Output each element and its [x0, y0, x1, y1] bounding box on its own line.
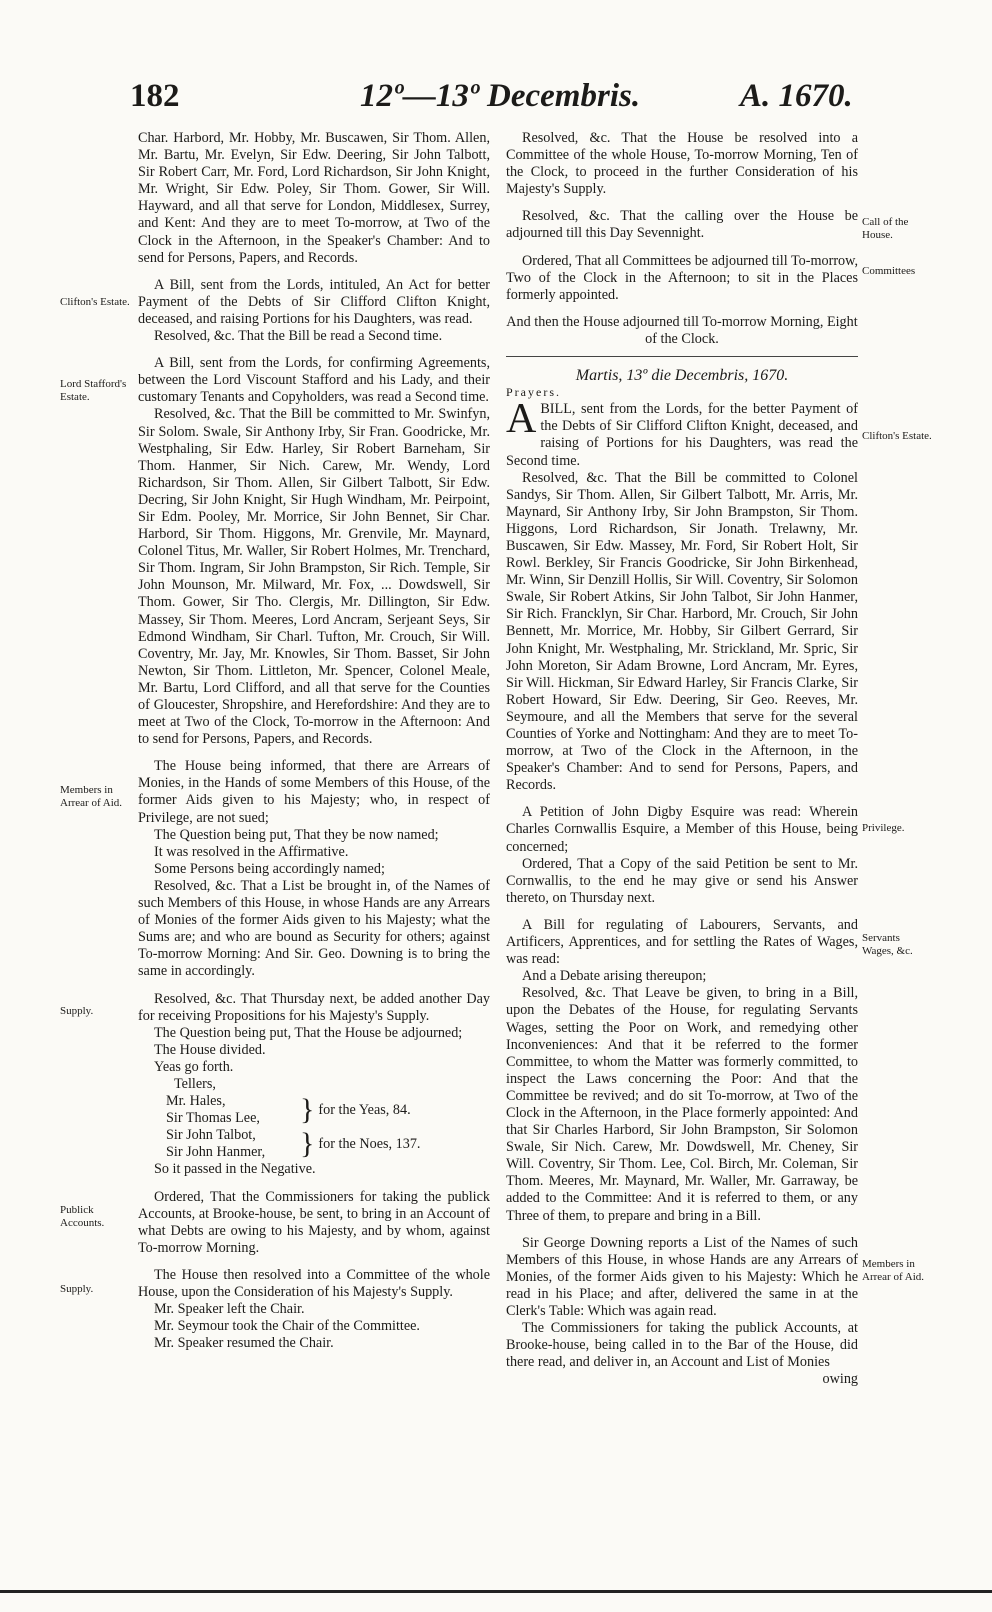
- margin-note: Call of the House.: [862, 216, 909, 241]
- paragraph: Resolved, &c. That Leave be given, to bring in a Bill, upon the Debates of the House, for regulating Servants Wages, setting the Poor on Work, and remedying other Inconveniences: And that it be referred to the former Committee, to whom the Matter was formerly committed, to inspect the Laws concerning the Poor: And that the Committee be revived; and do sit To-morrow, at Two of the Clock in the Afternoon, in the Place formerly appointed: And that Sir Charles Harbord, Sir John Brampston, Sir Solomon Swale, Sir Nich. Carew, Mr. Dowdswell, Mr. Cheney, Sir Will. Coventry, Sir Thom. Lee, Col. Birch, Mr. Coleman, Sir Thom. Meeres, Mr. Maynard, Mr. Waller, Mr. Garraway, be added to the Committee: And it is referred to them, or any Three of them, to prepare and bring in a Bill.: [506, 985, 858, 1224]
- teller-result: for the Noes, 137.: [318, 1135, 421, 1152]
- drop-cap: A: [506, 396, 537, 443]
- running-header: [0, 78, 992, 128]
- right-column: [506, 130, 858, 1388]
- paragraph: The Commissioners for taking the publick Accounts, at Brooke-house, being called in to the Bar of the House, did there read, and deliver in, an Account and List of Monies: [506, 1320, 858, 1371]
- margin-note: Lord Stafford's Estate.: [60, 378, 127, 403]
- paragraph: The Question being put, That the House be adjourned;: [154, 1024, 463, 1041]
- paragraph: Ordered, That all Committees be adjourned till To-morrow, Two of the Clock in the Afternoon; to sit in the Places formerly appointed.: [506, 252, 859, 303]
- paragraph: So it passed in the Negative.: [154, 1161, 316, 1178]
- paragraph: Resolved, &c. That Thursday next, be added another Day for receiving Propositions for his Majesty's Supply.: [138, 990, 490, 1024]
- section-divider: [506, 356, 858, 357]
- paragraph: Yeas go forth.: [154, 1058, 234, 1075]
- teller-name: Sir Thomas Lee,: [166, 1110, 260, 1127]
- margin-note: Servants Wages, &c.: [862, 932, 913, 957]
- brace-icon: }: [300, 1093, 315, 1127]
- teller-name: Sir John Hanmer,: [166, 1144, 266, 1161]
- paragraph: Mr. Speaker resumed the Chair.: [154, 1335, 334, 1352]
- left-column: [138, 130, 490, 1352]
- margin-note: Members in Arrear of Aid.: [60, 784, 123, 809]
- paragraph: A Petition of John Digby Esquire was read: Wherein Charles Cornwallis Esquire, a Member of this House, being concerned;: [506, 804, 858, 855]
- teller-name: Sir John Talbot,: [166, 1127, 256, 1144]
- margin-note: Members in Arrear of Aid.: [862, 1258, 925, 1283]
- paragraph: Mr. Speaker left the Chair.: [154, 1301, 305, 1318]
- paragraph: Mr. Seymour took the Chair of the Committee.: [154, 1318, 420, 1335]
- bottom-border: [0, 1590, 992, 1593]
- paragraph: ABILL, sent from the Lords, for the better Payment of the Debts of Sir Clifford Clifton Knight, deceased, and raising of Portions for his Daughters, was read the Second time.: [506, 396, 858, 469]
- section-heading: Martis, 13º die Decembris, 1670.: [575, 367, 789, 385]
- paragraph: And a Debate arising thereupon;: [522, 968, 707, 985]
- paragraph: A Bill, sent from the Lords, for confirming Agreements, between the Lord Viscount Stafford and his Lady, and their customary Tenants and Copyholders, was read a Second time.: [138, 355, 490, 406]
- paragraph: Resolved, &c. That a List be brought in, of the Names of such Members of this House, in whose Hands are any Arrears of Monies of the former Aids given to his Majesty; what the Sums are; and who are bound as Security for others; against To-morrow Morning: And Sir. Geo. Downing is to bring the same in accordingly.: [138, 877, 490, 980]
- paragraph: Sir George Downing reports a List of the Names of such Members of this House, in whose Hands are any Arrears of Monies, of the former Aids given to his Majesty: Which he read in his Place; and after, delivered the same in at the Clerk's Table: Which was again read.: [506, 1234, 858, 1319]
- paragraph: And then the House adjourned till To-morrow Morning, Eight of the Clock.: [506, 313, 858, 347]
- paragraph: Some Persons being accordingly named;: [154, 860, 385, 877]
- margin-note: Committees: [862, 265, 916, 277]
- paragraph: Resolved, &c. That the Bill be committed to Mr. Swinfyn, Sir Solom. Swale, Sir Anthony Irby, Sir Fran. Goodricke, Mr. Westphaling, Sir Edw. Harley, Sir Robert Barneham, Sir Thom. Hanmer, Sir Nich. Carew, Mr. Wendy, Lord Richardson, Sir Thom. Allen, Sir Gilbert Talbott, Sir Edw. Decring, Sir John Knight, Sir Hugh Windham, Mr. Peirpoint, Sir Edm. Pooley, Mr. Morrice, Sir John Bennet, Sir Char. Harbord, Sir Thom. Higgons, Mr. Grenvile, Mr. Maynard, Colonel Titus, Mr. Waller, Sir Robert Holmes, Mr. Trenchard, Sir Thom. Ingram, Sir John Brampston, Sir Rich. Temple, Sir John Mounson, Mr. Milward, Mr. Fox, ... Dowdswell, Sir Thom. Gower, Sir Tho. Clergis, Mr. Dillington, Sir Edw. Massey, Sir Thom. Meeres, Lord Ancram, Serjeant Seys, Sir Edmond Windham, Sir Charl. Tufton, Mr. Crouch, Sir Will. Coventry, Mr. Jay, Mr. Knowles, Sir Thom. Basset, Sir John Newton, Sir Thom. Littleton, Mr. Spencer, Colonel Meale, Mr. Bartu, Lord Clifford, and all that serve for the Counties of Gloucester, Shropshire, and Herefordshire: And they are to meet at Two of the Clock, To-morrow in the Afternoon: And to send for Persons, Papers, and Records.: [138, 406, 490, 748]
- paragraph: A Bill, sent from the Lords, intituled, An Act for better Payment of the Debts of Sir Clifford Clifton Knight, deceased, and raising Portions for his Daughters, was read.: [138, 276, 490, 327]
- paragraph: The House divided.: [154, 1041, 266, 1058]
- paragraph: The Question being put, That they be now named;: [154, 826, 439, 843]
- paragraph: Ordered, That the Commissioners for taking the publick Accounts, at Brooke-house, be sent, to bring in an Account of what Debts are owing to his Majesty, and by whom, against To-morrow Morning.: [138, 1188, 490, 1256]
- margin-note: Clifton's Estate.: [862, 430, 932, 442]
- paragraph: The House then resolved into a Committee of the whole House, upon the Consideration of his Majesty's Supply.: [138, 1266, 490, 1300]
- margin-note: Privilege.: [862, 822, 905, 834]
- paragraph: A Bill for regulating of Labourers, Servants, and Artificers, Apprentices, and for settling the Rates of Wages, was read:: [506, 916, 858, 968]
- margin-note: Supply.: [60, 1005, 94, 1017]
- header-year: A. 1670.: [740, 78, 853, 114]
- margin-note: Supply.: [60, 1283, 94, 1295]
- paragraph: It was resolved in the Affirmative.: [154, 843, 349, 860]
- paragraph: The House being informed, that there are Arrears of Monies, in the Hands of some Members of this House, of the former Aids given to his Majesty; who, in respect of Privilege, are not sued;: [138, 758, 490, 826]
- paragraph: Resolved, &c. That the Bill be read a Second time.: [154, 328, 443, 345]
- tellers-label: Tellers,: [174, 1075, 216, 1092]
- page-number: 182: [130, 78, 180, 114]
- catchword: owing: [822, 1371, 858, 1388]
- paragraph: Char. Harbord, Mr. Hobby, Mr. Buscawen, Sir Thom. Allen, Mr. Bartu, Mr. Evelyn, Sir Edw. Deering, Sir John Talbott, Sir Robert Carr, Mr. Ford, Lord Richardson, Sir John Knight, Mr. Wright, Sir Edw. Poley, Sir Thom. Gower, Sir Will. Hayward, and all that serve for London, Middlesex, Surrey, and Kent: And they are to meet To-morrow, at Two of the Clock in the Afternoon, in the Speaker's Chamber: And to send for Persons, Papers, and Records.: [138, 130, 490, 266]
- margin-note: Clifton's Estate.: [60, 296, 130, 308]
- paragraph: Resolved, &c. That the calling over the House be adjourned till this Day Sevennight.: [506, 208, 858, 242]
- teller-name: Mr. Hales,: [166, 1093, 226, 1110]
- margin-note: Publick Accounts.: [60, 1204, 105, 1229]
- prayers-heading: Prayers.: [506, 385, 561, 400]
- paragraph: Resolved, &c. That the Bill be committed to Colonel Sandys, Sir Thom. Allen, Sir Gilbert Talbott, Mr. Arris, Mr. Maynard, Sir Anthony Irby, Sir John Brampston, Sir Thom. Higgons, Lord Richardson, Sir Jonath. Trelawny, Mr. Buscawen, Sir Edw. Massey, Mr. Ford, Sir Robert Holt, Sir Rowl. Berkley, Sir Francis Goodricke, Sir John Birkenhead, Mr. Winn, Sir Denzill Hollis, Sir Will. Coventry, Sir Solomon Swale, Sir Robert Atkins, Sir John Talbot, Sir John Hanmer, Sir Rich. Francklyn, Sir Char. Harbord, Mr. Crouch, Sir John Bennett, Mr. Morrice, Mr. Hobby, Sir Gilbert Gerrard, Sir John Knight, Mr. Westphaling, Mr. Strickland, Mr. Spric, Sir John Moreton, Sir Adam Browne, Lord Ancram, Mr. Eyres, Sir Will. Hickman, Sir Edward Harley, Sir Francis Clarke, Sir Robert Howard, Sir Edw. Deering, Sir Geo. Reeves, Mr. Seymoure, and all the Members that serve for the several Counties of Yorke and Nottingham: And they are to meet To-morrow, at Two of the Clock in the Afternoon, in the Speaker's Chamber: And to send for Persons, Papers, and Records.: [506, 469, 858, 794]
- tellers-block: [166, 1076, 490, 1161]
- teller-result: for the Yeas, 84.: [318, 1101, 411, 1118]
- paragraph: Resolved, &c. That the House be resolved into a Committee of the whole House, To-morrow Morning, Ten of the Clock, to proceed in the further Consideration of his Majesty's Supply.: [506, 130, 858, 198]
- paragraph: Ordered, That a Copy of the said Petition be sent to Mr. Cornwallis, to the end he may give or send his Answer thereto, on Thursday next.: [506, 855, 858, 906]
- header-date: 12º—13º Decembris.: [360, 78, 641, 114]
- brace-icon: }: [300, 1127, 315, 1161]
